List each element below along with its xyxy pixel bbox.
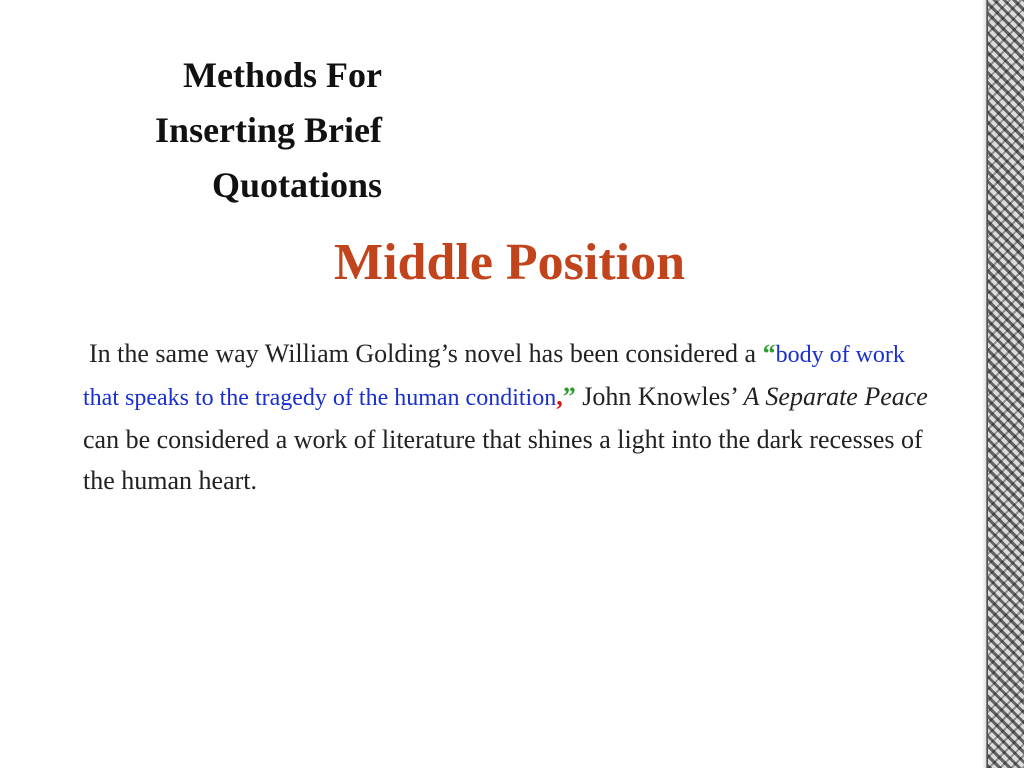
slide-title-line-2: Inserting Brief bbox=[155, 110, 382, 150]
slide-title bbox=[40, 48, 382, 213]
paragraph-lead: In the same way William Golding’s novel has been considered a bbox=[89, 339, 763, 368]
quote-comma: , bbox=[556, 382, 563, 411]
book-title: A Separate Peace bbox=[743, 382, 928, 411]
slide-title-line-1: Methods For bbox=[183, 55, 382, 95]
open-quote-mark: “ bbox=[762, 339, 776, 368]
paragraph-after-quote: John Knowles’ bbox=[575, 382, 744, 411]
hatched-border-strip-icon bbox=[988, 0, 1024, 768]
close-quote-mark: ” bbox=[562, 382, 576, 411]
slide-title-line-3: Quotations bbox=[211, 165, 382, 205]
paragraph-tail: can be considered a work of literature that shines a light into the dark recesses of the human heart. bbox=[83, 425, 923, 495]
quoted-text: body of work that speaks to the tragedy of the human condition bbox=[83, 342, 905, 411]
slide-subtitle: Middle Position bbox=[334, 234, 686, 291]
body-paragraph bbox=[83, 333, 933, 501]
